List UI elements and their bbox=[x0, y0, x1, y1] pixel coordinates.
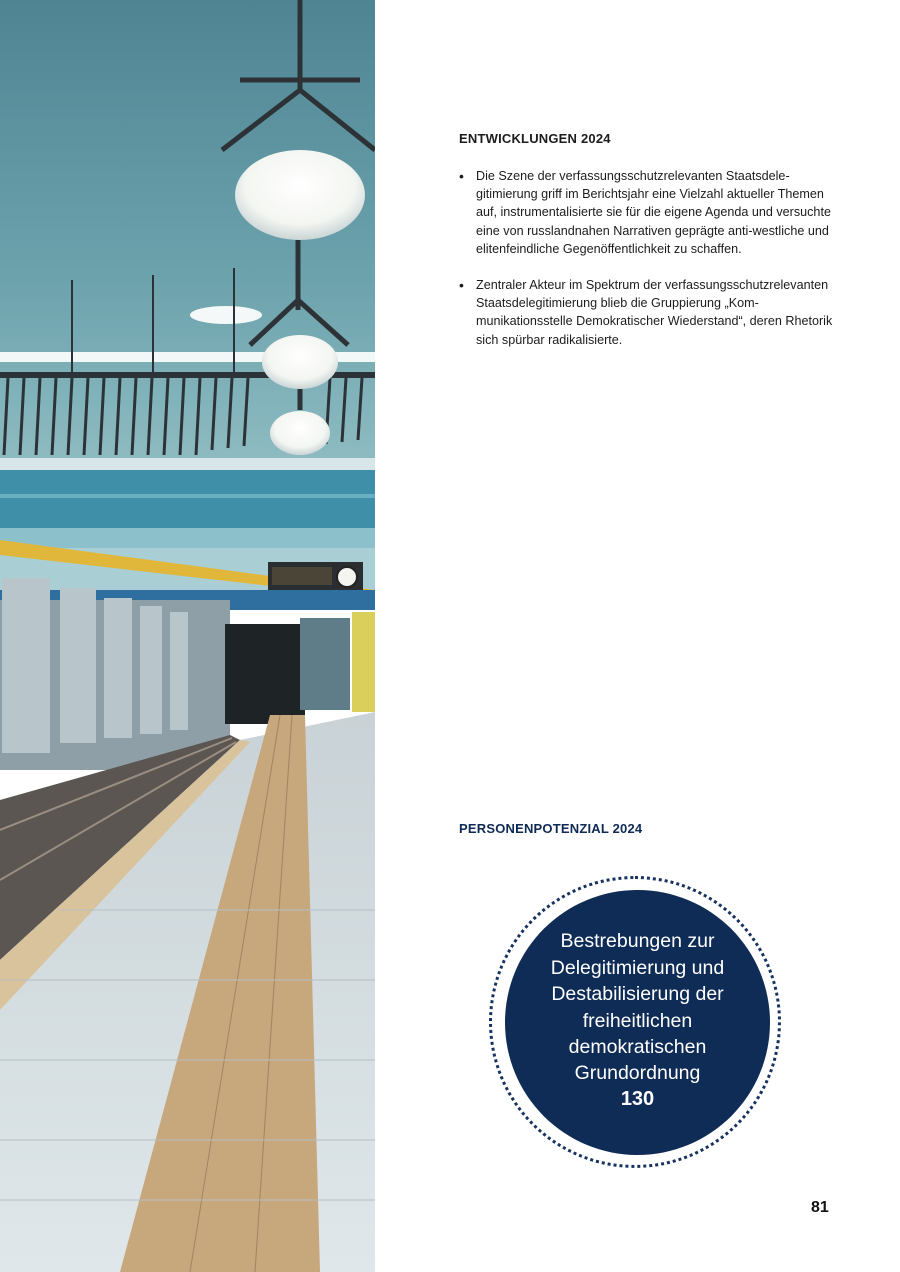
potential-value: 130 bbox=[620, 1087, 655, 1110]
bullet-list bbox=[459, 167, 839, 367]
section-heading: ENTWICKLUNGEN 2024 bbox=[459, 131, 611, 146]
potential-label: Bestrebungen zur Delegitimierung und Destabilisierung der freiheitlichen demokratischen Grundordnung bbox=[550, 930, 725, 1085]
bullet-item: • Die Szene der verfassungsschutzrelevanten Staatsdelegitimierung griff im Berichtsjahr eine Vielzahl aktueller Themen auf, instrumentalisierte sie für die eigene Agenda und versuchte eine von russlandnahen Narrativen geprägte anti-westliche und elitenfeindliche Gegenöffentlichkeit zu schaffen. bbox=[459, 167, 839, 258]
bullet-item: • Zentraler Akteur im Spektrum der verfassungsschutzrelevanten Staatsdelegitimierung blieb die Gruppierung „Kommunikationsstelle Demokratischer Wiederstand“, deren Rhetorik sich spürbar radikalisierte. bbox=[459, 276, 839, 349]
potential-circle bbox=[505, 890, 770, 1155]
page-number: 81 bbox=[811, 1199, 829, 1216]
potential-heading: PERSONENPOTENZIAL 2024 bbox=[459, 821, 643, 836]
subway-platform-photo bbox=[0, 0, 375, 1272]
